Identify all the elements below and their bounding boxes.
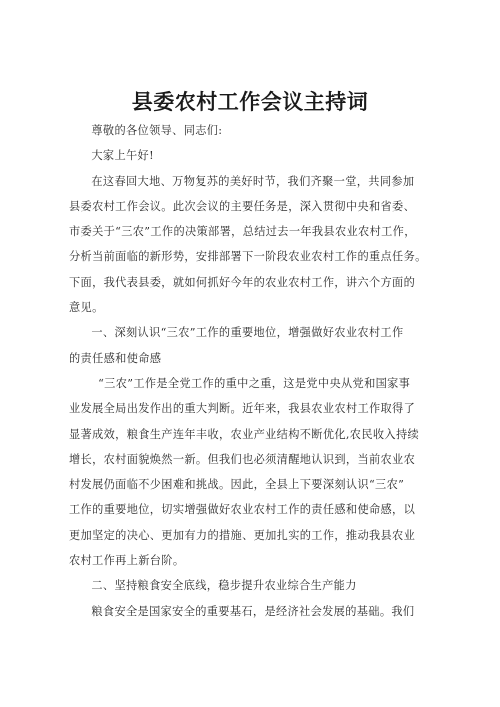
text-line: 县委农村工作会议。此次会议的主要任务是，深入贯彻中央和省委、 <box>69 199 416 213</box>
greeting: 大家上午好! <box>91 149 154 163</box>
text-line: 二、坚持粮食安全底线，稳步提升农业综合生产能力 <box>91 579 357 593</box>
text-line: 显著成效，粮食生产连年丰收，农业产业结构不断优化,农民收入持续 <box>69 427 420 441</box>
text-line: 下面，我代表县委，就如何抓好今年的农业农村工作，讲六个方面的 <box>69 275 416 289</box>
text-line: 意见。 <box>69 301 104 315</box>
text-line: 分析当前面临的新形势，安排部署下一阶段农业农村工作的重点任务。 <box>69 250 427 264</box>
paragraph-section-1 <box>69 371 433 573</box>
text-line: 业发展全局出发作出的重大判断。近年来，我县农业农村工作取得了 <box>69 402 416 416</box>
text-line: 一、深刻认识“三农”工作的重要地位，增强做好农业农村工作 <box>91 326 404 340</box>
text-line: 村发展仍面临不少困难和挑战。因此，全县上下要深刻认识“三农” <box>69 478 405 492</box>
salutation: 尊敬的各位领导、同志们: <box>91 124 223 137</box>
text-line: 增长，农村面貌焕然一新。但我们也必须清醒地认识到，当前农业农 <box>69 452 416 466</box>
section-heading-2 <box>69 573 433 598</box>
text-line: 市委关于“三农”工作的决策部署，总结过去一年我县农业农村工作， <box>69 225 416 239</box>
document-body <box>69 118 433 624</box>
section-heading-1 <box>69 320 433 371</box>
text-line: 更加坚定的决心、更加有力的措施、更加扎实的工作，推动我县农业 <box>69 528 416 542</box>
paragraph-section-2 <box>69 599 433 624</box>
paragraph-opening <box>69 169 433 321</box>
text-line: 农村工作再上新台阶。 <box>69 554 185 568</box>
text-line: 的责任感和使命感 <box>69 351 162 365</box>
text-line: 在这春回大地、万物复苏的美好时节，我们齐聚一堂，共同参加 <box>91 174 415 188</box>
document-title: 县委农村工作会议主持词 <box>131 90 369 114</box>
text-line: “三农”工作是全党工作的重中之重，这是党中央从党和国家事 <box>98 376 411 390</box>
text-line: 工作的重要地位，切实增强做好农业农村工作的责任感和使命感，以 <box>69 503 416 517</box>
text-line: 粮食安全是国家安全的重要基石，是经济社会发展的基础。我们 <box>91 604 415 618</box>
